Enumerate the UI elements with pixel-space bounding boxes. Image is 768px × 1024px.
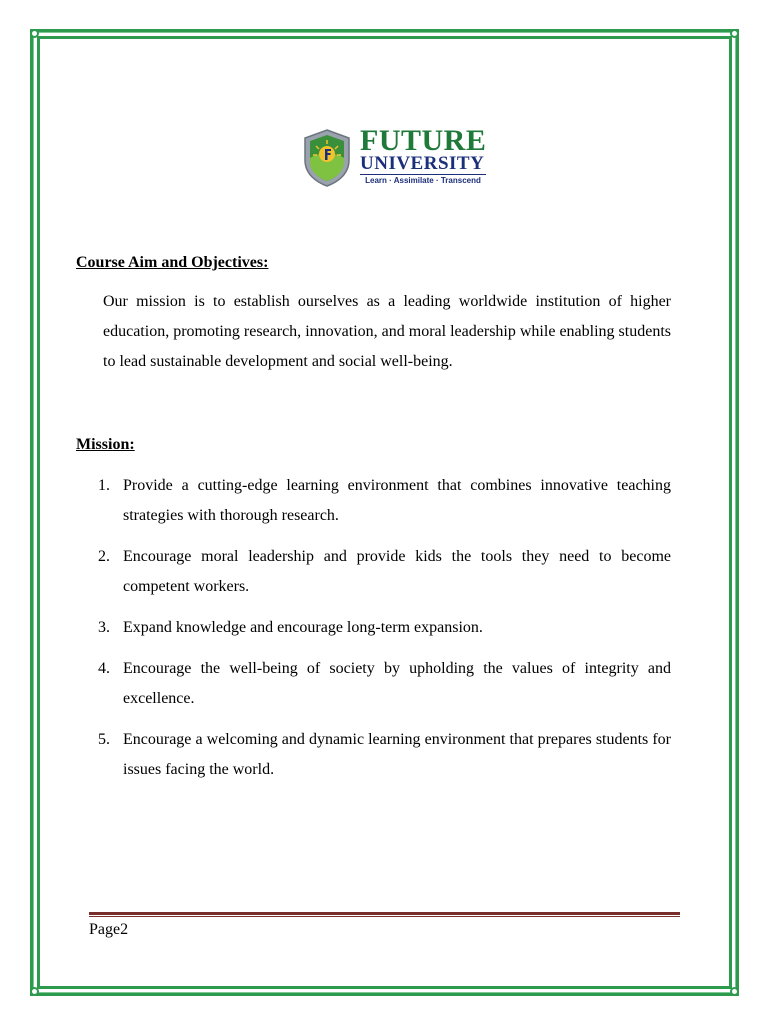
logo-name-line2: UNIVERSITY bbox=[360, 153, 485, 174]
mission-item-number: 1. bbox=[98, 477, 110, 494]
mission-item bbox=[93, 654, 671, 714]
mission-item-text: Expand knowledge and encourage long-term expansion. bbox=[123, 619, 483, 636]
shield-emblem-icon bbox=[302, 128, 352, 188]
border-corner-top-right bbox=[730, 29, 739, 38]
mission-item-number: 3. bbox=[98, 619, 110, 636]
logo-tagline: Learn · Assimilate · Transcend bbox=[360, 174, 486, 186]
mission-item bbox=[93, 542, 671, 602]
mission-item bbox=[93, 725, 671, 785]
mission-item-text: Encourage the well-being of society by upholding the values of integrity and excellence. bbox=[123, 660, 671, 707]
university-logo bbox=[302, 124, 492, 190]
course-aim-heading: Course Aim and Objectives: bbox=[76, 254, 269, 271]
page-number: Page2 bbox=[89, 921, 129, 938]
border-corner-bottom-right bbox=[730, 987, 739, 996]
footer-rule-thin bbox=[89, 916, 680, 917]
mission-item-text: Encourage moral leadership and provide kids the tools they need to become competent workers. bbox=[123, 548, 671, 595]
footer-rule bbox=[89, 912, 680, 915]
mission-item bbox=[93, 613, 671, 643]
mission-item-number: 2. bbox=[98, 548, 110, 565]
logo-name-line1: FUTURE bbox=[360, 124, 487, 157]
mission-heading: Mission: bbox=[76, 436, 135, 453]
mission-item-number: 5. bbox=[98, 731, 110, 748]
border-corner-bottom-left bbox=[30, 987, 39, 996]
mission-item-text: Encourage a welcoming and dynamic learning environment that prepares students for issues facing the world. bbox=[123, 731, 671, 778]
mission-item-text: Provide a cutting-edge learning environment that combines innovative teaching strategies with thorough research. bbox=[123, 477, 671, 524]
border-corner-top-left bbox=[30, 29, 39, 38]
course-aim-text: Our mission is to establish ourselves as a leading worldwide institution of higher education, promoting research, innovation, and moral leadership while enabling students to lead sustainable development and social well-being. bbox=[103, 293, 671, 370]
mission-item-number: 4. bbox=[98, 660, 110, 677]
mission-list bbox=[93, 471, 671, 796]
mission-item bbox=[93, 471, 671, 531]
